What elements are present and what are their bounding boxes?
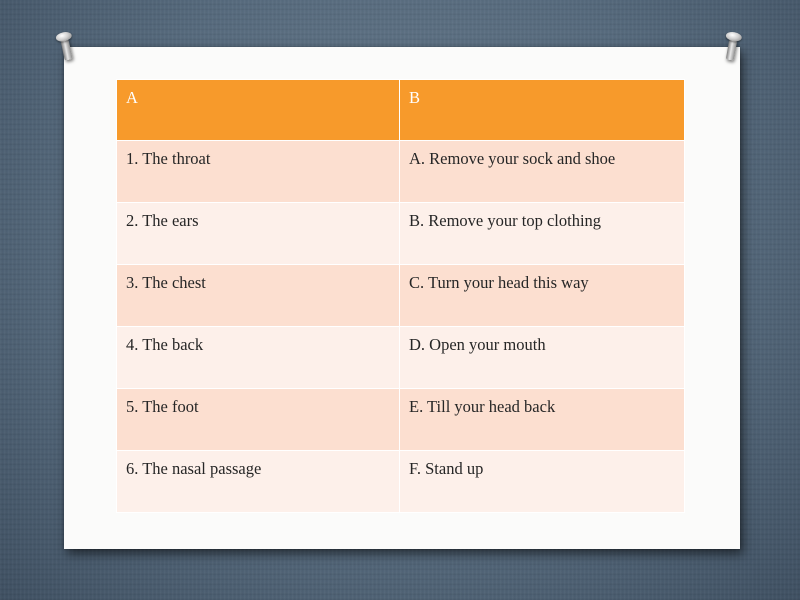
- pushpin-icon-right: [720, 30, 745, 63]
- body-part-cell: 6. The nasal passage: [117, 451, 400, 513]
- table-row: [117, 327, 685, 389]
- pushpin-icon-left: [53, 30, 79, 64]
- table-row: [117, 203, 685, 265]
- instruction-cell: E. Till your head back: [400, 389, 685, 451]
- matching-table: [116, 79, 685, 513]
- instruction-cell: F. Stand up: [400, 451, 685, 513]
- body-part-cell: 2. The ears: [117, 203, 400, 265]
- body-part-cell: 1. The throat: [117, 141, 400, 203]
- body-part-cell: 4. The back: [117, 327, 400, 389]
- instruction-cell: C. Turn your head this way: [400, 265, 685, 327]
- column-header-a: A: [117, 80, 400, 141]
- instruction-cell: B. Remove your top clothing: [400, 203, 685, 265]
- body-part-cell: 5. The foot: [117, 389, 400, 451]
- table-row: [117, 389, 685, 451]
- column-header-b: B: [400, 80, 685, 141]
- body-part-cell: 3. The chest: [117, 265, 400, 327]
- instruction-cell: A. Remove your sock and shoe: [400, 141, 685, 203]
- table-row: [117, 141, 685, 203]
- table-row: [117, 451, 685, 513]
- table-header-row: [117, 80, 685, 141]
- instruction-cell: D. Open your mouth: [400, 327, 685, 389]
- table-row: [117, 265, 685, 327]
